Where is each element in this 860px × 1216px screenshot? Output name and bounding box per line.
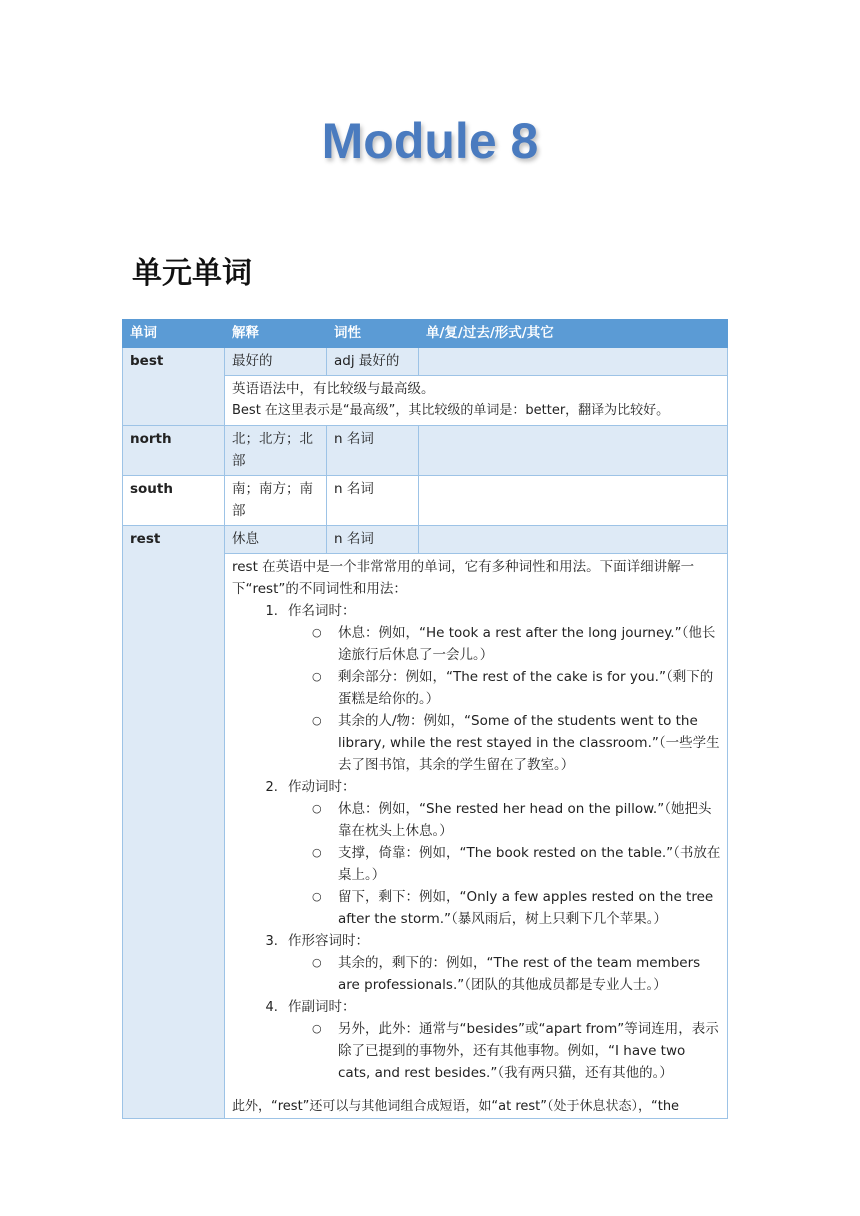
example-list (288, 952, 721, 996)
meaning-cell: 最好的 (225, 348, 327, 376)
example-item: ○ 支撑，倚靠：例如，“The book rested on the table.”（书放在桌上。） (338, 842, 721, 886)
pos-cell: n 名词 (327, 526, 419, 554)
example-item: ○ 休息：例如，“She rested her head on the pillow.”（她把头靠在枕头上休息。） (338, 798, 721, 842)
usage-label: 作名词时： (288, 603, 356, 619)
table-row-best (123, 348, 728, 376)
forms-cell (419, 476, 728, 526)
spacer (232, 1084, 721, 1096)
header-forms: 单/复/过去/形式/其它 (419, 320, 728, 348)
example-item: ○ 剩余部分：例如，“The rest of the cake is for you.”（剩下的蛋糕是给你的。） (338, 666, 721, 710)
forms-cell (419, 526, 728, 554)
table-header-row (123, 320, 728, 348)
table-row-south (123, 476, 728, 526)
meaning-cell: 休息 (225, 526, 327, 554)
word-cell: rest (123, 526, 225, 1119)
usage-label: 作形容词时： (288, 933, 369, 949)
pos-cell: n 名词 (327, 476, 419, 526)
usage-label: 作副词时： (288, 999, 356, 1015)
usage-label: 作动词时： (288, 779, 356, 795)
note-cell (225, 376, 728, 426)
header-word: 单词 (123, 320, 225, 348)
document-title: Module 8 (321, 113, 539, 169)
word-cell: north (123, 426, 225, 476)
vocabulary-table (122, 319, 728, 1119)
meaning-cell: 南；南方；南部 (225, 476, 327, 526)
forms-cell (419, 426, 728, 476)
table-row-rest (123, 526, 728, 554)
detail-cell (225, 554, 728, 1119)
header-meaning: 解释 (225, 320, 327, 348)
word-cell: south (123, 476, 225, 526)
usage-item (282, 776, 721, 930)
pos-cell: n 名词 (327, 426, 419, 476)
forms-cell (419, 348, 728, 376)
pos-cell: adj 最好的 (327, 348, 419, 376)
section-heading: 单元单词 (132, 256, 252, 291)
example-list (288, 798, 721, 930)
usage-item (282, 930, 721, 996)
usage-item (282, 996, 721, 1084)
example-list (288, 1018, 721, 1084)
example-item: ○ 其余的，剩下的：例如，“The rest of the team members are professionals.”（团队的其他成员都是专业人士。） (338, 952, 721, 996)
table-row-north (123, 426, 728, 476)
word-cell: best (123, 348, 225, 426)
note-line: Best 在这里表示是“最高级”，其比较级的单词是：better，翻译为比较好。 (232, 403, 670, 418)
note-line: 英语语法中，有比较级与最高级。 (232, 381, 435, 397)
header-part-of-speech: 词性 (327, 320, 419, 348)
meaning-cell: 北；北方；北部 (225, 426, 327, 476)
detail-outro: 此外，“rest”还可以与其他词组合成短语，如“at rest”（处于休息状态），“the (232, 1099, 680, 1114)
usage-item (282, 600, 721, 776)
example-item: ○ 其余的人/物：例如，“Some of the students went to the library, while the rest stayed in the classroom.”（一些学生去了图书馆，其余的学生留在了教室。） (338, 710, 721, 776)
usage-list (232, 600, 721, 1084)
example-item: ○ 休息：例如，“He took a rest after the long journey.”（他长途旅行后休息了一会儿。） (338, 622, 721, 666)
example-list (288, 622, 721, 776)
detail-intro: rest 在英语中是一个非常常用的单词，它有多种词性和用法。下面详细讲解一下“rest”的不同词性和用法： (232, 559, 695, 597)
example-item: ○ 另外，此外：通常与“besides”或“apart from”等词连用，表示除了已提到的事物外，还有其他事物。例如，“I have two cats, and rest besides.”（我有两只猫，还有其他的。） (338, 1018, 721, 1084)
example-item: ○ 留下，剩下：例如，“Only a few apples rested on the tree after the storm.”（暴风雨后，树上只剩下几个苹果。） (338, 886, 721, 930)
